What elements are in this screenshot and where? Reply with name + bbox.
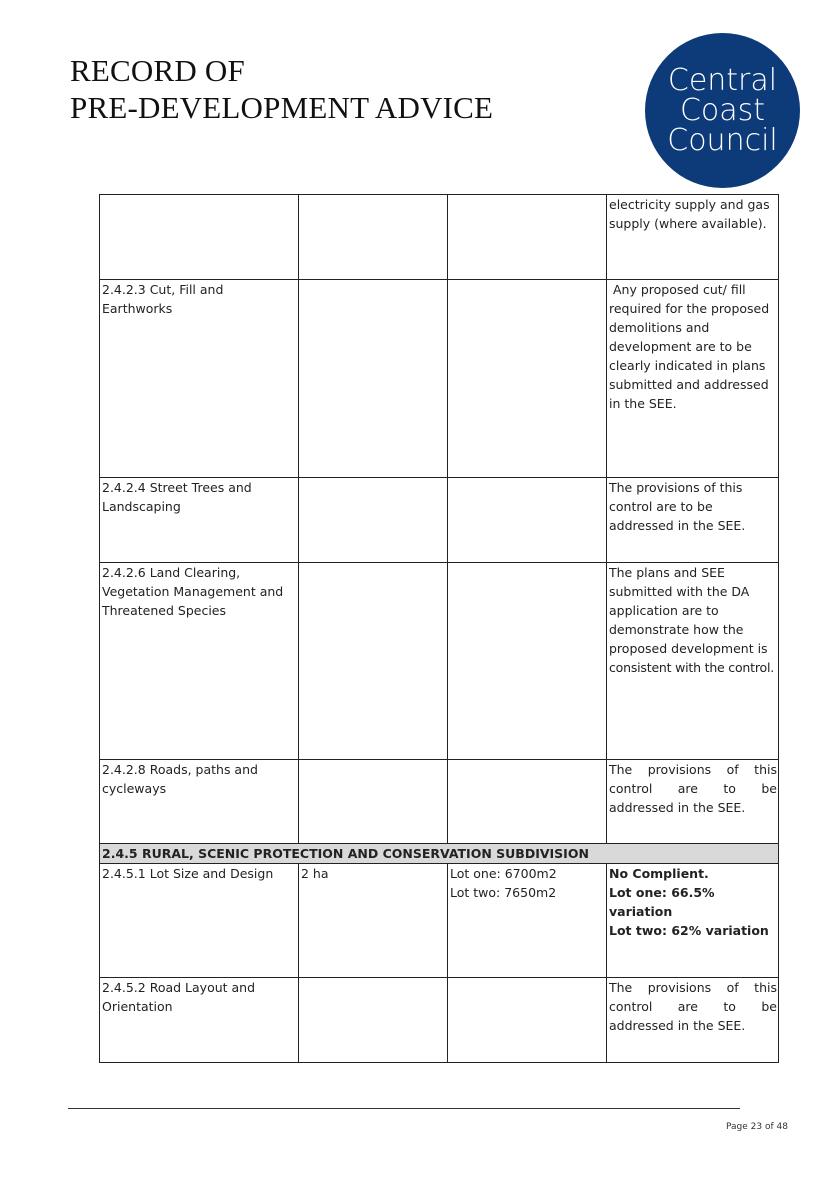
comment-line: The provisions of this (609, 980, 777, 995)
advice-table (99, 194, 779, 1063)
comment-line: control are to be (609, 781, 777, 796)
council-logo (645, 33, 800, 188)
comment-line: submitted and addressed (609, 377, 769, 392)
title-line-1: RECORD OF (70, 53, 245, 88)
comment-line: application are to (609, 603, 719, 618)
proposed-cell (448, 978, 607, 1063)
control-cell: 2.4.2.4 Street Trees and Landscaping (100, 478, 299, 563)
proposed-line: Lot two: 7650m2 (450, 885, 557, 900)
logo-text-2: Coast (679, 92, 766, 128)
comment-cell (607, 478, 779, 563)
comment-line: control are to be (609, 999, 777, 1014)
requirement-cell (299, 978, 448, 1063)
comment-line: control are to be (609, 499, 713, 514)
comment-line: demolitions and (609, 320, 710, 335)
comment-line: development are to be (609, 339, 752, 354)
comment-line: required for the proposed (609, 301, 770, 316)
requirement-cell (299, 760, 448, 844)
control-cell: 2.4.5.2 Road Layout and Orientation (100, 978, 299, 1063)
comment-line: addressed in the SEE. (609, 800, 746, 815)
comment-line: addressed in the SEE. (609, 1018, 746, 1033)
section-heading: 2.4.5 RURAL, SCENIC PROTECTION AND CONSERVATION SUBDIVISION (100, 844, 779, 864)
proposed-cell (448, 864, 607, 978)
table-row (100, 195, 779, 280)
proposed-cell (448, 563, 607, 760)
comment-cell (607, 864, 779, 978)
control-cell: 2.4.2.3 Cut, Fill and Earthworks (100, 280, 299, 478)
comment-line: demonstrate how the (609, 622, 744, 637)
table-row (100, 978, 779, 1063)
comment-line: electricity supply and gas (609, 197, 770, 212)
table-row (100, 760, 779, 844)
comment-cell (607, 563, 779, 760)
proposed-cell (448, 760, 607, 844)
proposed-line: Lot one: 6700m2 (450, 866, 557, 881)
table-row (100, 563, 779, 760)
table-row (100, 478, 779, 563)
control-cell: 2.4.2.6 Land Clearing, Vegetation Management and Threatened Species (100, 563, 299, 760)
document-title (70, 52, 493, 126)
logo-text-1: Central (667, 62, 778, 98)
comment-line: The plans and SEE (609, 565, 725, 580)
requirement-cell (299, 195, 448, 280)
logo-text-3: Council (667, 122, 778, 158)
requirement-cell (299, 478, 448, 563)
section-heading-row (100, 844, 779, 864)
title-line-2: PRE-DEVELOPMENT ADVICE (70, 90, 494, 125)
comment-line: No Complient. (609, 866, 709, 881)
page-number: Page 23 of 48 (726, 1122, 788, 1132)
comment-line: Lot one: 66.5% variation (609, 885, 715, 919)
comment-line: supply (where available). (609, 216, 767, 231)
comment-cell (607, 280, 779, 478)
proposed-cell (448, 195, 607, 280)
table-row (100, 864, 779, 978)
comment-cell (607, 195, 779, 280)
comment-cell (607, 760, 779, 844)
control-cell: 2.4.2.8 Roads, paths and cycleways (100, 760, 299, 844)
control-cell: 2.4.5.1 Lot Size and Design (100, 864, 299, 978)
comment-cell (607, 978, 779, 1063)
control-cell (100, 195, 299, 280)
comment-line: submitted with the DA (609, 584, 750, 599)
comment-line: consistent with the control. (609, 660, 775, 675)
comment-line: The provisions of this (609, 762, 777, 777)
proposed-cell (448, 478, 607, 563)
table-row (100, 280, 779, 478)
proposed-cell (448, 280, 607, 478)
comment-line: in the SEE. (609, 396, 677, 411)
comment-line: clearly indicated in plans (609, 358, 766, 373)
footer-divider (68, 1108, 740, 1109)
requirement-cell (299, 563, 448, 760)
requirement-cell: 2 ha (299, 864, 448, 978)
comment-line: addressed in the SEE. (609, 518, 746, 533)
comment-line: proposed development is (609, 641, 768, 656)
requirement-cell (299, 280, 448, 478)
comment-line: The provisions of this (609, 480, 743, 495)
comment-line: Any proposed cut/ fill (609, 282, 746, 297)
comment-line: Lot two: 62% variation (609, 923, 769, 938)
